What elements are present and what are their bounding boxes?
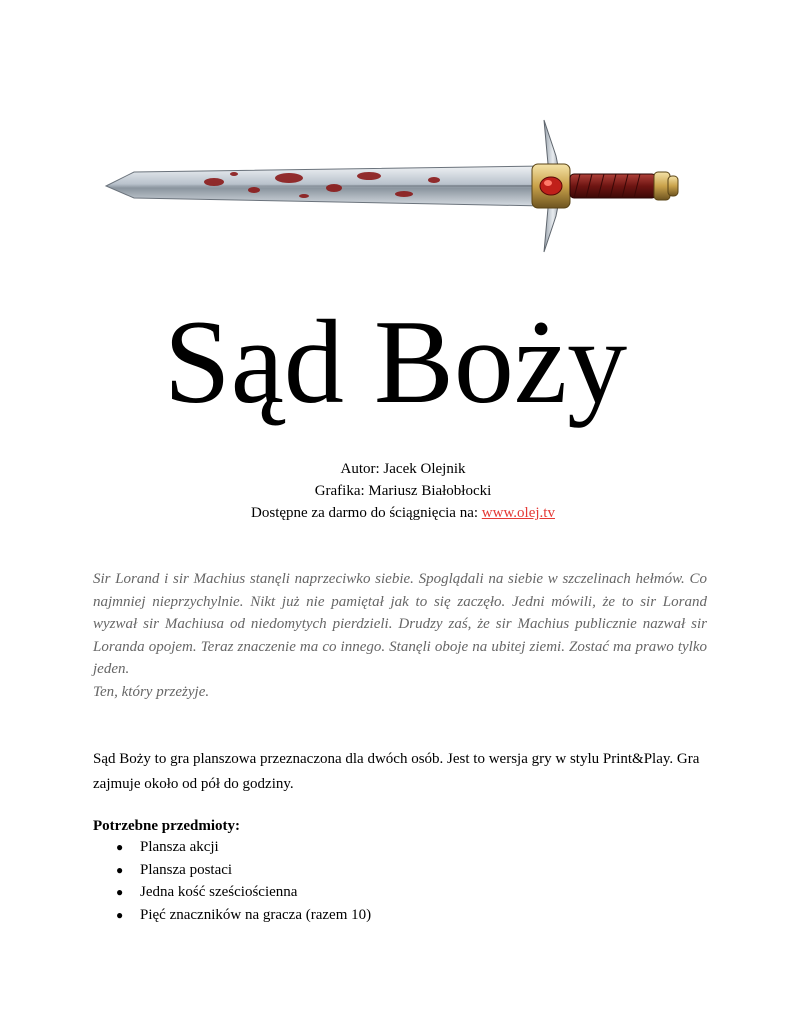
bullet-icon: ● — [116, 907, 124, 922]
author-line: Autor: Jacek Olejnik — [340, 461, 466, 477]
list-item: ● Pięć znaczników na gracza (razem 10) — [93, 904, 371, 927]
page-title: Sąd Boży — [163, 295, 628, 428]
story-paragraph — [93, 568, 707, 704]
credits-block — [0, 458, 791, 524]
list-item: ● Plansza postaci — [93, 859, 371, 882]
story-text: Sir Lorand i sir Machius stanęli naprzeciwko siebie. Spoglądali na siebie w szczelinach hełmów. Co najmniej nieprzychylnie. Nikt już nie pamiętał jak to się zaczęło. Jedni mówili, że to sir Lorand wyzwał sir Machiusa od niedomytych pierdzieli. Drudzy zaś, że sir Machius publicznie nazwał sir Loranda opojem. Teraz znaczenie ma co innego. Stanęli oboje na ubitej ziemi. Zostać ma prawo tylko jeden. — [93, 571, 707, 678]
download-line — [0, 502, 791, 524]
bullet-icon: ● — [116, 862, 124, 877]
bullet-icon: ● — [116, 885, 124, 900]
list-item: ● Jedna kość sześciościenna — [93, 881, 371, 904]
download-prefix: Dostępne za darmo do ściągnięcia na: — [251, 505, 482, 521]
story-closing-line: Ten, który przeżyje. — [93, 683, 210, 700]
download-link[interactable]: www.olej.tv — [481, 505, 555, 521]
intro-paragraph: Sąd Boży to gra planszowa przeznaczona dla dwóch osób. Jest to wersja gry w stylu Print&Play. Gra zajmuje około od pół do godziny. — [93, 751, 700, 792]
sword-illustration — [104, 116, 684, 256]
bullet-icon: ● — [116, 840, 124, 854]
items-list — [93, 836, 371, 926]
items-heading: Potrzebne przedmioty: — [93, 818, 241, 834]
graphics-line: Grafika: Mariusz Białobłocki — [314, 483, 492, 499]
list-item: ● Plansza akcji — [93, 836, 371, 859]
